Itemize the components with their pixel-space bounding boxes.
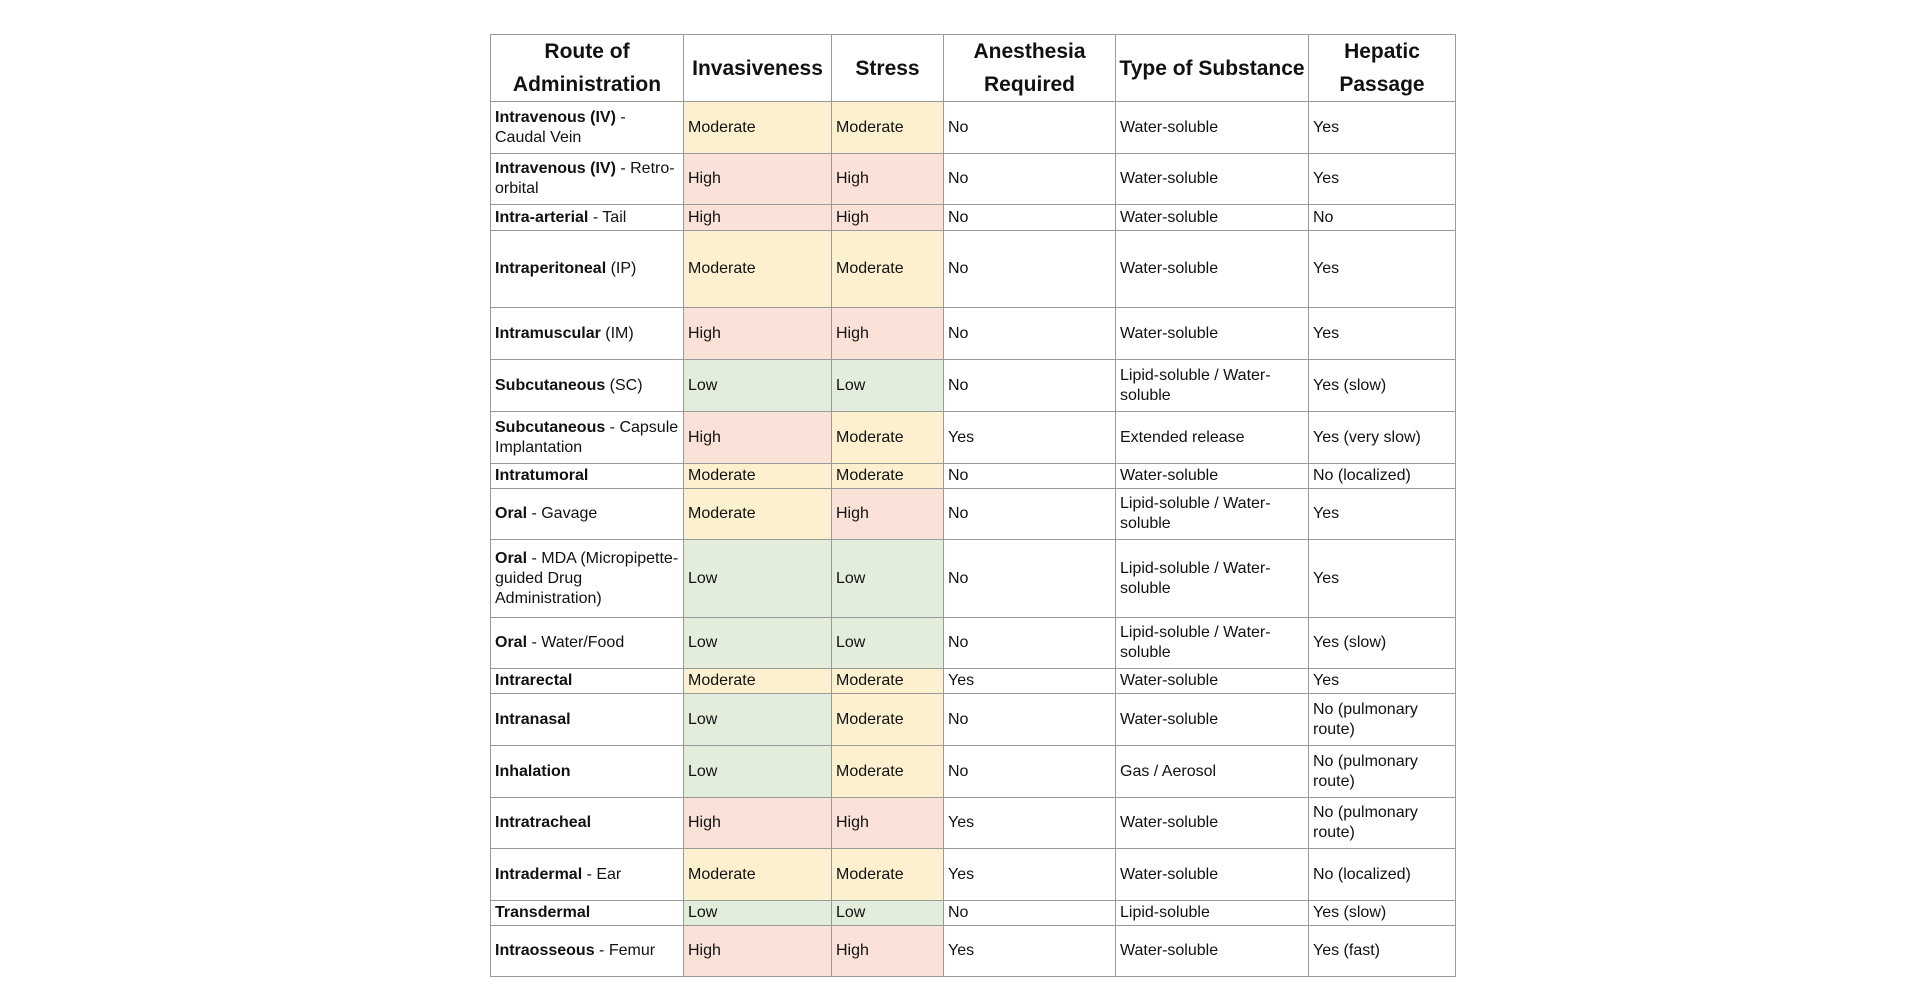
cell-substance: Water-soluble xyxy=(1116,669,1309,694)
route-detail: - MDA (Micropipette-guided Drug Administration) xyxy=(495,549,679,607)
cell-stress: High xyxy=(832,926,944,977)
cell-anesthesia: No xyxy=(944,489,1116,540)
cell-anesthesia: No xyxy=(944,540,1116,618)
cell-anesthesia: Yes xyxy=(944,412,1116,464)
cell-substance: Water-soluble xyxy=(1116,464,1309,489)
cell-hepatic: Yes xyxy=(1309,231,1456,308)
cell-invasiveness: Moderate xyxy=(684,849,832,901)
cell-hepatic: Yes xyxy=(1309,154,1456,205)
cell-invasiveness: High xyxy=(684,412,832,464)
header-hepatic: Hepatic Passage xyxy=(1309,35,1456,102)
cell-substance: Water-soluble xyxy=(1116,694,1309,746)
route-name: Intravenous (IV) xyxy=(495,160,616,177)
table-row xyxy=(491,102,1456,154)
route-name: Inhalation xyxy=(495,762,571,780)
cell-route xyxy=(491,412,684,464)
route-name: Transdermal xyxy=(495,904,591,921)
route-name: Intrarectal xyxy=(495,672,573,689)
header-route: Route of Administration xyxy=(491,35,684,102)
cell-substance: Lipid-soluble / Water-soluble xyxy=(1116,489,1309,540)
cell-anesthesia: Yes xyxy=(944,669,1116,694)
cell-substance: Lipid-soluble xyxy=(1116,901,1309,926)
cell-route xyxy=(491,669,684,694)
cell-route xyxy=(491,926,684,977)
cell-stress: Moderate xyxy=(832,102,944,154)
route-detail: - Tail xyxy=(588,208,627,226)
cell-invasiveness: High xyxy=(684,308,832,360)
cell-anesthesia: No xyxy=(944,231,1116,308)
route-detail: - Retro-orbital xyxy=(495,160,675,197)
cell-substance: Lipid-soluble / Water-soluble xyxy=(1116,540,1309,618)
table-row xyxy=(491,154,1456,205)
cell-hepatic: Yes (slow) xyxy=(1309,360,1456,412)
cell-invasiveness: Moderate xyxy=(684,489,832,540)
table-row xyxy=(491,849,1456,901)
header-stress: Stress xyxy=(832,35,944,102)
cell-hepatic: No (localized) xyxy=(1309,849,1456,901)
header-anesthesia: Anesthesia Required xyxy=(944,35,1116,102)
cell-anesthesia: No xyxy=(944,205,1116,231)
cell-route xyxy=(491,901,684,926)
route-detail: - Gavage xyxy=(527,505,598,522)
route-name: Intradermal xyxy=(495,865,583,883)
cell-hepatic: Yes xyxy=(1309,669,1456,694)
cell-route xyxy=(491,154,684,205)
cell-invasiveness: Low xyxy=(684,901,832,926)
cell-substance: Water-soluble xyxy=(1116,231,1309,308)
cell-substance: Lipid-soluble / Water-soluble xyxy=(1116,618,1309,669)
cell-stress: High xyxy=(832,308,944,360)
table-row xyxy=(491,669,1456,694)
cell-stress: Low xyxy=(832,618,944,669)
cell-stress: Low xyxy=(832,540,944,618)
cell-anesthesia: No xyxy=(944,154,1116,205)
cell-hepatic: No (pulmonary route) xyxy=(1309,746,1456,798)
cell-hepatic: Yes xyxy=(1309,102,1456,154)
route-name: Subcutaneous xyxy=(495,418,606,436)
cell-substance: Water-soluble xyxy=(1116,102,1309,154)
cell-invasiveness: Moderate xyxy=(684,669,832,694)
cell-stress: Moderate xyxy=(832,694,944,746)
table-row xyxy=(491,694,1456,746)
table-row xyxy=(491,746,1456,798)
cell-route xyxy=(491,464,684,489)
cell-substance: Lipid-soluble / Water-soluble xyxy=(1116,360,1309,412)
route-name: Intraperitoneal xyxy=(495,260,607,277)
cell-hepatic: Yes xyxy=(1309,540,1456,618)
cell-route xyxy=(491,694,684,746)
cell-invasiveness: Moderate xyxy=(684,464,832,489)
cell-anesthesia: No xyxy=(944,746,1116,798)
cell-stress: High xyxy=(832,154,944,205)
cell-substance: Water-soluble xyxy=(1116,798,1309,849)
table-row xyxy=(491,489,1456,540)
cell-hepatic: No (pulmonary route) xyxy=(1309,798,1456,849)
cell-route xyxy=(491,540,684,618)
cell-stress: Moderate xyxy=(832,231,944,308)
cell-stress: Moderate xyxy=(832,746,944,798)
cell-substance: Gas / Aerosol xyxy=(1116,746,1309,798)
cell-route xyxy=(491,618,684,669)
route-name: Subcutaneous xyxy=(495,376,606,394)
cell-stress: Moderate xyxy=(832,412,944,464)
route-detail: (IM) xyxy=(600,324,634,342)
cell-substance: Water-soluble xyxy=(1116,154,1309,205)
cell-invasiveness: High xyxy=(684,154,832,205)
cell-invasiveness: Moderate xyxy=(684,231,832,308)
route-name: Oral xyxy=(495,634,528,651)
route-detail: (IP) xyxy=(606,260,637,277)
cell-invasiveness: Moderate xyxy=(684,102,832,154)
cell-route xyxy=(491,489,684,540)
cell-anesthesia: No xyxy=(944,464,1116,489)
cell-invasiveness: Low xyxy=(684,746,832,798)
cell-stress: Moderate xyxy=(832,849,944,901)
cell-anesthesia: No xyxy=(944,360,1116,412)
route-detail: - Ear xyxy=(582,865,622,883)
table-row xyxy=(491,618,1456,669)
cell-invasiveness: High xyxy=(684,798,832,849)
table-row xyxy=(491,360,1456,412)
cell-anesthesia: Yes xyxy=(944,849,1116,901)
route-name: Intranasal xyxy=(495,710,571,728)
table-row xyxy=(491,540,1456,618)
table-row xyxy=(491,798,1456,849)
cell-invasiveness: High xyxy=(684,926,832,977)
table-container xyxy=(490,34,1455,977)
route-detail: - Capsule Implantation xyxy=(495,418,679,456)
route-detail: - Water/Food xyxy=(527,634,625,651)
cell-hepatic: Yes (fast) xyxy=(1309,926,1456,977)
cell-anesthesia: No xyxy=(944,102,1116,154)
cell-hepatic: Yes (very slow) xyxy=(1309,412,1456,464)
cell-stress: High xyxy=(832,798,944,849)
table-body xyxy=(491,102,1456,977)
cell-substance: Extended release xyxy=(1116,412,1309,464)
route-detail: - Femur xyxy=(594,942,656,959)
route-name: Intravenous (IV) xyxy=(495,108,616,126)
cell-stress: Low xyxy=(832,901,944,926)
administration-routes-table xyxy=(490,34,1456,977)
route-name: Oral xyxy=(495,549,528,567)
header-row xyxy=(491,35,1456,102)
cell-hepatic: No xyxy=(1309,205,1456,231)
cell-anesthesia: No xyxy=(944,308,1116,360)
cell-route xyxy=(491,102,684,154)
header-substance: Type of Substance xyxy=(1116,35,1309,102)
cell-invasiveness: High xyxy=(684,205,832,231)
cell-substance: Water-soluble xyxy=(1116,926,1309,977)
route-name: Oral xyxy=(495,505,528,522)
cell-route xyxy=(491,231,684,308)
cell-route xyxy=(491,360,684,412)
cell-stress: Low xyxy=(832,360,944,412)
cell-substance: Water-soluble xyxy=(1116,849,1309,901)
cell-hepatic: Yes xyxy=(1309,489,1456,540)
header-invasiveness: Invasiveness xyxy=(684,35,832,102)
table-row xyxy=(491,231,1456,308)
cell-anesthesia: No xyxy=(944,901,1116,926)
route-name: Intramuscular xyxy=(495,324,601,342)
cell-route xyxy=(491,798,684,849)
cell-substance: Water-soluble xyxy=(1116,205,1309,231)
table-row xyxy=(491,205,1456,231)
table-row xyxy=(491,901,1456,926)
cell-invasiveness: Low xyxy=(684,540,832,618)
route-name: Intraosseous xyxy=(495,942,595,959)
table-row xyxy=(491,308,1456,360)
cell-route xyxy=(491,746,684,798)
route-name: Intratumoral xyxy=(495,467,589,484)
cell-invasiveness: Low xyxy=(684,360,832,412)
table-row xyxy=(491,464,1456,489)
route-detail: (SC) xyxy=(605,376,643,394)
cell-hepatic: Yes xyxy=(1309,308,1456,360)
route-name: Intra-arterial xyxy=(495,208,589,226)
cell-anesthesia: Yes xyxy=(944,798,1116,849)
cell-hepatic: No (pulmonary route) xyxy=(1309,694,1456,746)
cell-substance: Water-soluble xyxy=(1116,308,1309,360)
cell-invasiveness: Low xyxy=(684,618,832,669)
cell-hepatic: Yes (slow) xyxy=(1309,618,1456,669)
cell-invasiveness: Low xyxy=(684,694,832,746)
route-detail: - Caudal Vein xyxy=(495,108,626,146)
cell-stress: Moderate xyxy=(832,464,944,489)
route-name: Intratracheal xyxy=(495,814,592,831)
cell-route xyxy=(491,849,684,901)
cell-route xyxy=(491,205,684,231)
cell-hepatic: No (localized) xyxy=(1309,464,1456,489)
cell-anesthesia: No xyxy=(944,618,1116,669)
table-row xyxy=(491,926,1456,977)
cell-hepatic: Yes (slow) xyxy=(1309,901,1456,926)
cell-route xyxy=(491,308,684,360)
cell-stress: High xyxy=(832,489,944,540)
cell-anesthesia: Yes xyxy=(944,926,1116,977)
cell-stress: High xyxy=(832,205,944,231)
cell-stress: Moderate xyxy=(832,669,944,694)
table-row xyxy=(491,412,1456,464)
cell-anesthesia: No xyxy=(944,694,1116,746)
